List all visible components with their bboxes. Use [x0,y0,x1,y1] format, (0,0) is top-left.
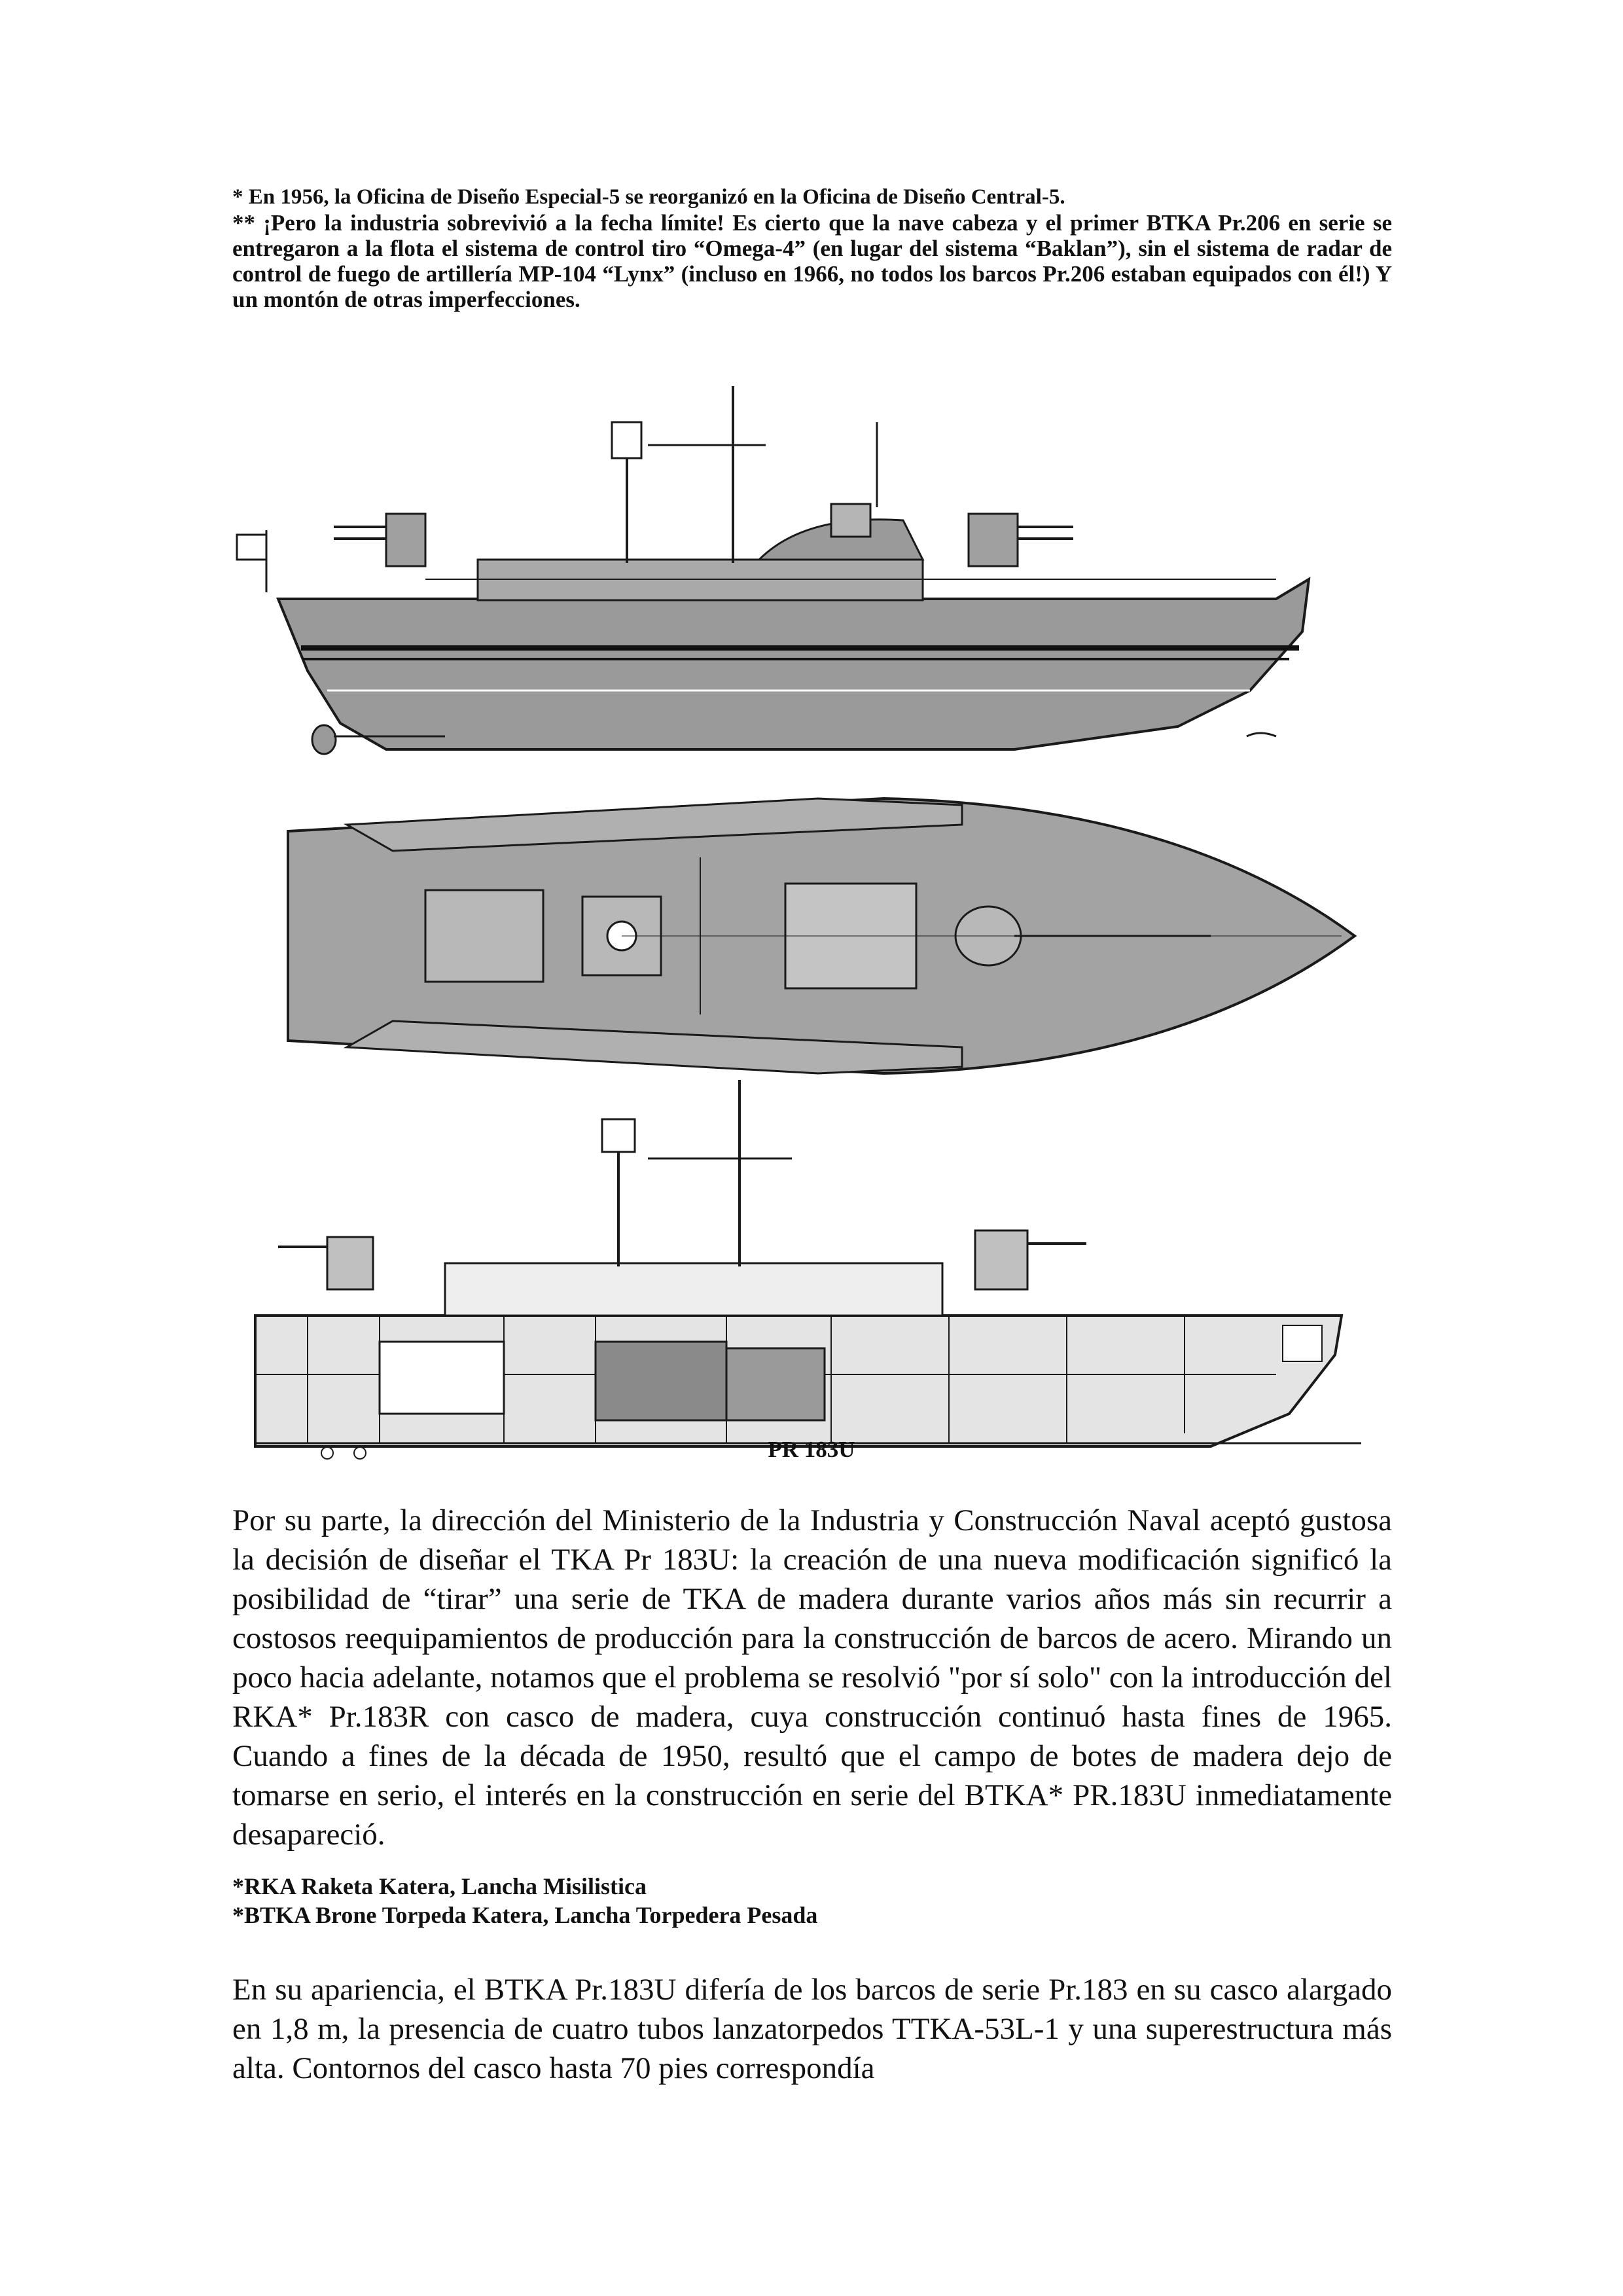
footnote-2: ** ¡Pero la industria sobrevivió a la fecha límite! Es cierto que la nave cabeza y el primer BTKA Pr.206 en serie se entregaron a la flota el sistema de control tiro “Omega-4” (en lugar del sistema “Baklan”), sin el sistema de radar de control de fuego de artillería MP-104 “Lynx” (incluso en 1966, no todos los barcos Pr.206 estaban equipados con él!) Y un montón de otras imperfecciones. [232,210,1392,312]
boat-top-plan-drawing [229,779,1394,1086]
definition-rka: *RKA Raketa Katera, Lancha Misilistica [232,1873,647,1899]
footnote-1: * En 1956, la Oficina de Diseño Especial-5 se reorganizó en la Oficina de Diseño Central-5. [232,185,1065,209]
abbreviation-definitions [232,1872,1392,1929]
hull [278,579,1309,749]
figure-caption: PR 183U [768,1437,855,1462]
body-paragraph-1: Por su parte, la dirección del Ministerio de la Industria y Construcción Naval aceptó gustosa la decisión de diseñar el TKA Pr 183U: la creación de una nueva modificación significó la posibilidad de “tirar” una serie de TKA de madera durante varios años más sin recurrir a costosos reequipamientos de producción para la construcción de barcos de acero. Mirando un poco hacia adelante, notamos que el problema se resolvió "por sí solo" con la introducción del RKA* Pr.183R con casco de madera, cuya construcción continuó hasta fines de 1965. Cuando a fines de la década de 1950, resultó que el campo de botes de madera dejo de tomarse en serio, el interés en la construcción en serie del BTKA* PR.183U inmediatamente desapareció. [232,1503,1392,1852]
boat-cutaway-drawing [229,1080,1394,1460]
boat-side-profile-drawing [229,383,1394,776]
naval-flag [237,535,266,560]
definition-btka: *BTKA Brone Torpeda Katera, Lancha Torpedera Pesada [232,1902,818,1928]
body-paragraph-2: En su apariencia, el BTKA Pr.183U difería de los barcos de serie Pr.183 en su casco alargado en 1,8 m, la presencia de cuatro tubos lanzatorpedos TTKA-53L-1 y una superestructura más alta. Contornos del casco hasta 70 pies correspondía [232,1973,1392,2085]
footnotes [232,185,1392,312]
